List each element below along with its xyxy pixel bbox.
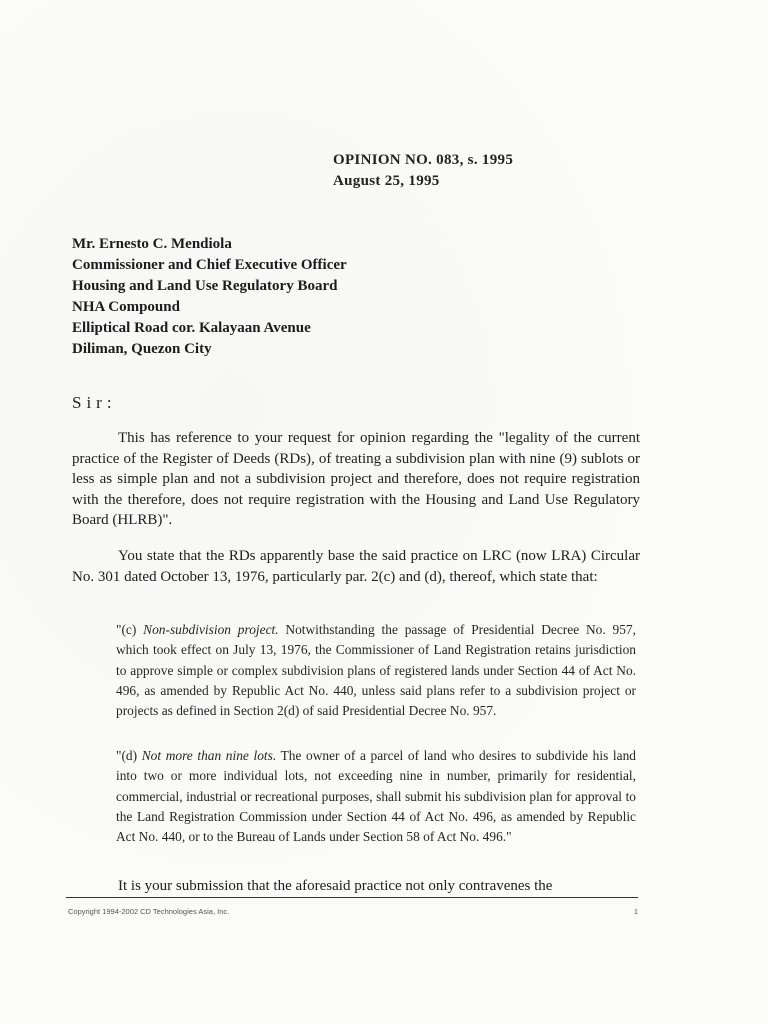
paragraph-basis-text: You state that the RDs apparently base the said practice on LRC (now LRA) Circular No. 301 dated October 13, 1976, particularly par. 2(c) and (d), thereof, which state that: — [72, 548, 640, 585]
quote-d-text — [116, 746, 636, 847]
addressee-block — [72, 234, 347, 360]
salutation: Sir: — [72, 393, 117, 412]
quote-d-body: The owner of a parcel of land who desires to subdivide his land into two or more individual lots, not exceeding nine in number, primarily for residential, commercial, industrial or recreational purposes, shall submit his subdivision plan for approval to the Land Registration Commission under Section 44 of Act No. 496, as amended by Republic Act No. 440, or to the Bureau of Lands under Section 58 of Act No. 496." — [116, 748, 636, 845]
quote-d-label: "(d) — [116, 748, 142, 763]
paragraph-request — [72, 428, 640, 531]
paragraph-request-text: This has reference to your request for opinion regarding the "legality of the current practice of the Register of Deeds (RDs), of treating a subdivision plan with nine (9) sublots or less as simple plan and not a subdivision project and therefore, does not require registration with the therefore, does not require registration with the Housing and Land Use Regulatory Board (HLRB)". — [72, 430, 640, 528]
addressee-office: Housing and Land Use Regulatory Board — [72, 278, 338, 294]
addressee-name: Mr. Ernesto C. Mendiola — [72, 236, 232, 252]
footer-page-number: 1 — [633, 907, 638, 916]
addressee-title: Commissioner and Chief Executive Officer — [72, 257, 347, 273]
quote-d — [116, 746, 636, 847]
addressee-compound: NHA Compound — [72, 299, 180, 315]
quote-d-heading: Not more than nine lots. — [141, 748, 277, 763]
addressee-street: Elliptical Road cor. Kalayaan Avenue — [72, 320, 311, 336]
opinion-number: OPINION NO. 083, s. 1995 — [333, 152, 514, 168]
page-footer — [68, 907, 638, 916]
paragraph-basis — [72, 546, 640, 587]
opinion-date: August 25, 1995 — [333, 173, 440, 189]
quote-c-text — [116, 620, 636, 721]
addressee-city: Diliman, Quezon City — [72, 341, 212, 357]
quote-c-heading: Non-subdivision project. — [143, 622, 279, 637]
footer-divider — [66, 897, 638, 898]
quote-c — [116, 620, 636, 721]
opinion-header — [333, 150, 513, 192]
quote-c-body: Notwithstanding the passage of Presidential Decree No. 957, which took effect on July 13, 1976, the Commissioner of Land Registration retains jurisdiction to approve simple or complex subdivision plans of registered lands under Section 44 of Act No. 496, as amended by Republic Act No. 440, unless said plans refer to a subdivision project or projects as defined in Section 2(d) of said Presidential Decree No. 957. — [116, 622, 636, 719]
quote-c-label: "(c) — [116, 622, 144, 637]
paragraph-submission — [72, 876, 640, 897]
footer-copyright: Copyright 1994-2002 CD Technologies Asia, Inc. — [68, 907, 230, 916]
paragraph-submission-text: It is your submission that the aforesaid practice not only contravenes the — [118, 878, 553, 894]
